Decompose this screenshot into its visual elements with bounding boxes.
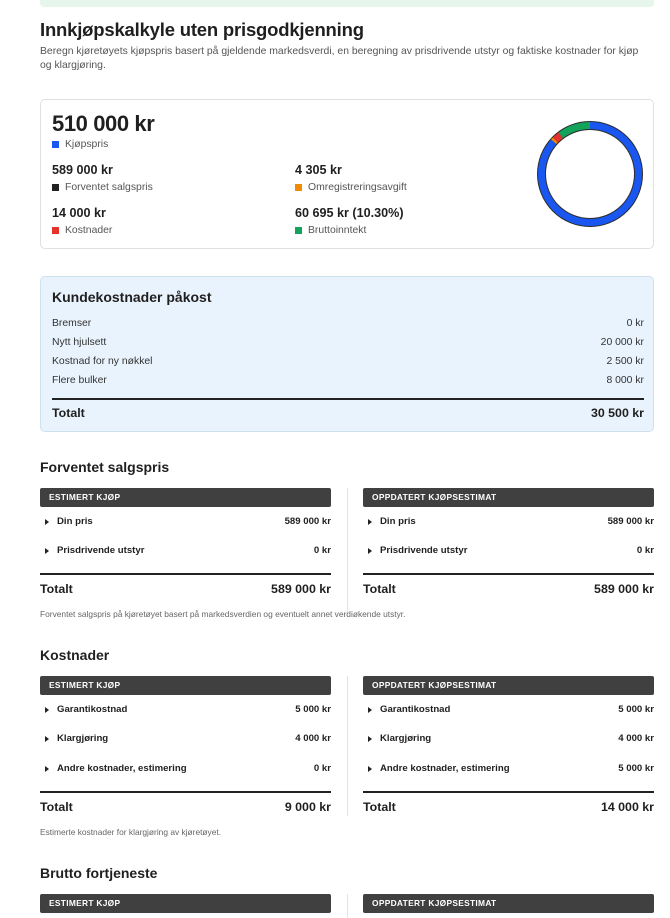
- customer-cost-value: 20 000 kr: [600, 337, 644, 348]
- total-label: Totalt: [40, 800, 73, 814]
- purchase-swatch: [52, 141, 59, 148]
- page-title: Innkjøpskalkyle uten prisgodkjenning: [40, 19, 364, 40]
- purchase-price-label: Kjøpspris: [65, 139, 109, 150]
- total-divider: [52, 398, 644, 400]
- costs-estimated-column: [40, 676, 331, 821]
- customer-cost-value: 8 000 kr: [606, 375, 644, 386]
- row-label: Andre kostnader, estimering: [57, 763, 187, 774]
- total-value: 30 500 kr: [590, 406, 644, 420]
- expected-sale-value: 589 000 kr: [52, 163, 113, 177]
- costs-updated-column: [363, 676, 654, 821]
- total-label: Totalt: [40, 582, 73, 596]
- caret-right-icon: [45, 766, 49, 772]
- caret-right-icon: [45, 548, 49, 554]
- total-value: 589 000 kr: [594, 582, 654, 596]
- gross-profit-section-title: Brutto fortjeneste: [40, 865, 158, 881]
- row-value: 0 kr: [313, 763, 331, 774]
- costs-label: Kostnader: [65, 225, 113, 236]
- row-label: Klargjøring: [380, 733, 432, 744]
- column-separator: [347, 894, 348, 918]
- row-value: 589 000 kr: [284, 516, 331, 527]
- customer-cost-row: [52, 318, 644, 329]
- row-value: 5 000 kr: [618, 763, 654, 774]
- summary-card: [40, 99, 654, 249]
- expandable-row-klargjoring[interactable]: [363, 733, 654, 744]
- column-header: OPPDATERT KJØPSESTIMAT: [363, 894, 654, 913]
- row-value: 0 kr: [313, 545, 331, 556]
- donut-segment-reg-fee: [554, 140, 556, 142]
- total-divider: [40, 791, 331, 793]
- row-label: Din pris: [380, 516, 416, 527]
- total-label: Totalt: [363, 800, 396, 814]
- expected-sale-label: Forventet salgspris: [65, 182, 153, 193]
- gross-updated-column: [363, 894, 654, 914]
- row-value: 0 kr: [636, 545, 654, 556]
- column-total: [363, 800, 654, 814]
- purchase-price-legend: [52, 139, 108, 150]
- row-label: Garantikostnad: [57, 704, 128, 715]
- expandable-row-prisdrivende-utstyr[interactable]: [40, 545, 331, 556]
- gross-swatch: [295, 227, 302, 234]
- costs-value: 14 000 kr: [52, 206, 106, 220]
- gross-income-value: 60 695 kr (10.30%): [295, 206, 404, 220]
- expandable-row-garantikostnad[interactable]: [363, 704, 654, 715]
- caret-right-icon: [368, 736, 372, 742]
- customer-cost-row: [52, 356, 644, 367]
- caret-right-icon: [368, 519, 372, 525]
- costs-swatch: [52, 227, 59, 234]
- sale-price-section-title: Forventet salgspris: [40, 459, 170, 475]
- customer-cost-value: 0 kr: [626, 318, 644, 329]
- purchase-price-value: 510 000 kr: [52, 111, 155, 136]
- column-header: OPPDATERT KJØPSESTIMAT: [363, 676, 654, 695]
- column-total: [363, 582, 654, 596]
- customer-cost-label: Kostnad for ny nøkkel: [52, 356, 153, 367]
- success-banner-edge: [40, 0, 654, 7]
- customer-cost-label: Flere bulker: [52, 375, 107, 386]
- gross-estimated-column: [40, 894, 331, 914]
- caret-right-icon: [368, 707, 372, 713]
- sale-updated-column: [363, 488, 654, 603]
- row-value: 589 000 kr: [607, 516, 654, 527]
- sale-estimated-column: [40, 488, 331, 603]
- gross-income-label: Bruttoinntekt: [308, 225, 367, 236]
- column-separator: [347, 676, 348, 816]
- reg-fee-swatch: [295, 184, 302, 191]
- column-header: ESTIMERT KJØP: [40, 488, 331, 507]
- donut-chart: [537, 121, 643, 227]
- column-header: OPPDATERT KJØPSESTIMAT: [363, 488, 654, 507]
- column-total: [40, 800, 331, 814]
- expandable-row-andre-kostnader[interactable]: [40, 763, 331, 774]
- total-divider: [363, 791, 654, 793]
- customer-cost-label: Nytt hjulsett: [52, 337, 107, 348]
- expandable-row-klargjoring[interactable]: [40, 733, 331, 744]
- total-divider: [40, 573, 331, 575]
- gross-income-legend: [295, 225, 366, 236]
- expected-sale-legend: [52, 182, 153, 193]
- row-label: Prisdrivende utstyr: [57, 545, 145, 556]
- row-label: Din pris: [57, 516, 93, 527]
- total-label: Totalt: [52, 406, 85, 420]
- expandable-row-din-pris[interactable]: [40, 516, 331, 527]
- customer-costs-total: [52, 406, 644, 420]
- costs-note: Estimerte kostnader for klargjøring av kjøretøyet.: [40, 827, 222, 837]
- reg-fee-label: Omregistreringsavgift: [308, 182, 407, 193]
- expected-sale-swatch: [52, 184, 59, 191]
- costs-legend: [52, 225, 112, 236]
- expandable-row-garantikostnad[interactable]: [40, 704, 331, 715]
- customer-cost-row: [52, 375, 644, 386]
- customer-costs-title: Kundekostnader påkost: [52, 289, 212, 305]
- caret-right-icon: [368, 548, 372, 554]
- caret-right-icon: [45, 707, 49, 713]
- row-label: Prisdrivende utstyr: [380, 545, 468, 556]
- column-header: ESTIMERT KJØP: [40, 676, 331, 695]
- total-label: Totalt: [363, 582, 396, 596]
- caret-right-icon: [45, 519, 49, 525]
- row-label: Andre kostnader, estimering: [380, 763, 510, 774]
- costs-section-title: Kostnader: [40, 647, 110, 663]
- page-subtitle: Beregn kjøretøyets kjøpspris basert på gjeldende markedsverdi, en beregning av prisdrivende utstyr og faktiske kostnader for kjøp og klargjøring.: [40, 46, 639, 71]
- expandable-row-andre-kostnader[interactable]: [363, 763, 654, 774]
- caret-right-icon: [368, 766, 372, 772]
- total-value: 9 000 kr: [284, 800, 331, 814]
- column-total: [40, 582, 331, 596]
- row-label: Garantikostnad: [380, 704, 451, 715]
- caret-right-icon: [45, 736, 49, 742]
- total-value: 14 000 kr: [600, 800, 654, 814]
- row-value: 4 000 kr: [295, 733, 331, 744]
- customer-cost-row: [52, 337, 644, 348]
- expandable-row-prisdrivende-utstyr[interactable]: [363, 545, 654, 556]
- customer-cost-label: Bremser: [52, 318, 92, 329]
- customer-cost-value: 2 500 kr: [606, 356, 644, 367]
- sale-price-note: Forventet salgspris på kjøretøyet basert på markedsverdien og eventuelt annet verdiøkende utstyr.: [40, 609, 406, 619]
- row-value: 5 000 kr: [295, 704, 331, 715]
- donut-segment-costs: [555, 135, 560, 140]
- row-label: Klargjøring: [57, 733, 109, 744]
- total-divider: [363, 573, 654, 575]
- column-header: ESTIMERT KJØP: [40, 894, 331, 913]
- reg-fee-value: 4 305 kr: [295, 163, 342, 177]
- customer-costs-card: [40, 276, 654, 432]
- total-value: 589 000 kr: [271, 582, 331, 596]
- donut-segment-gross: [561, 126, 590, 136]
- row-value: 4 000 kr: [618, 733, 654, 744]
- column-separator: [347, 488, 348, 616]
- reg-fee-legend: [295, 182, 407, 193]
- expandable-row-din-pris[interactable]: [363, 516, 654, 527]
- row-value: 5 000 kr: [618, 704, 654, 715]
